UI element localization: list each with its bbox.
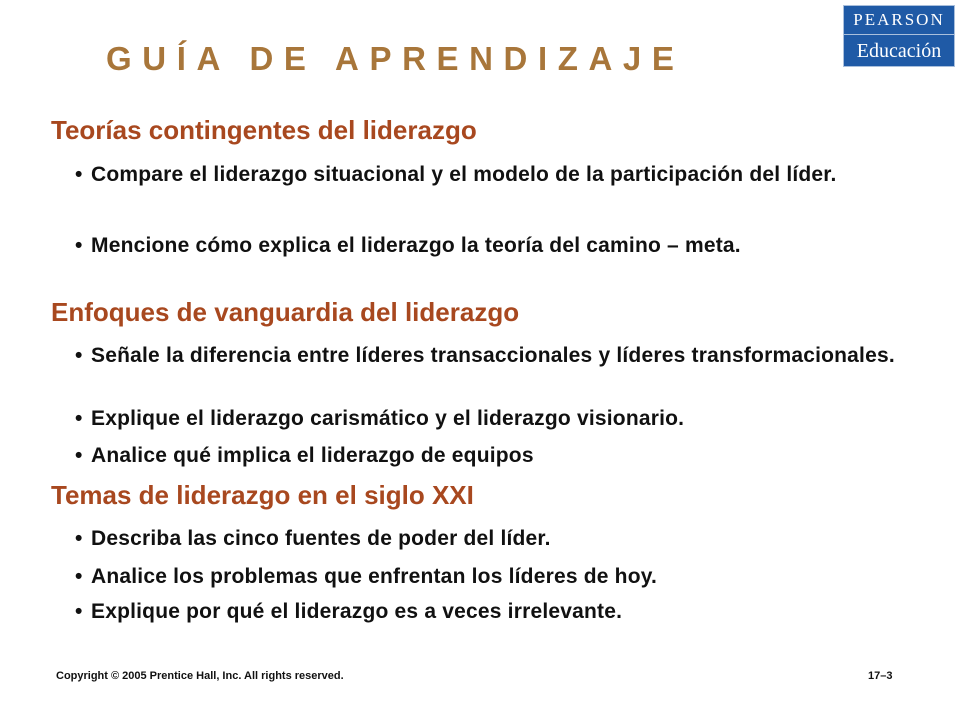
bullet-item: • Compare el liderazgo situacional y el modelo de la participación del líder. bbox=[75, 161, 895, 189]
bullet-dot: • bbox=[75, 163, 83, 186]
bullet-dot: • bbox=[75, 444, 83, 467]
section-heading-21st-century: Temas de liderazgo en el siglo XXI bbox=[51, 480, 474, 510]
bullet-item: • Analice los problemas que enfrentan los líderes de hoy. bbox=[75, 563, 895, 591]
bullet-item: • Explique por qué el liderazgo es a veces irrelevante. bbox=[75, 598, 895, 626]
copyright-notice: Copyright © 2005 Prentice Hall, Inc. All rights reserved. bbox=[56, 670, 344, 682]
bullet-item: • Explique el liderazgo carismático y el liderazgo visionario. bbox=[75, 405, 895, 433]
page-number: 17–3 bbox=[868, 670, 893, 682]
bullet-dot: • bbox=[75, 407, 83, 430]
logo-wordmark: PEARSON bbox=[853, 10, 945, 29]
bullet-item: • Señale la diferencia entre líderes transaccionales y líderes transformacionales. bbox=[75, 342, 895, 370]
bullet-dot: • bbox=[75, 565, 83, 588]
section-heading-contingent: Teorías contingentes del liderazgo bbox=[51, 115, 477, 145]
bullet-item: • Mencione cómo explica el liderazgo la teoría del camino – meta. bbox=[75, 232, 895, 260]
pearson-logo bbox=[843, 5, 955, 67]
bullet-item: • Analice qué implica el liderazgo de equipos bbox=[75, 442, 895, 470]
logo-subtitle: Educación bbox=[856, 40, 942, 62]
bullet-item: • Describa las cinco fuentes de poder del líder. bbox=[75, 525, 895, 553]
section-heading-vanguard: Enfoques de vanguardia del liderazgo bbox=[51, 297, 520, 327]
slide-title: GUÍA DE APRENDIZAJE bbox=[106, 40, 685, 77]
logo-divider bbox=[844, 34, 954, 35]
bullet-dot: • bbox=[75, 344, 83, 367]
bullet-dot: • bbox=[75, 234, 83, 257]
bullet-dot: • bbox=[75, 527, 83, 550]
bullet-dot: • bbox=[75, 600, 83, 623]
